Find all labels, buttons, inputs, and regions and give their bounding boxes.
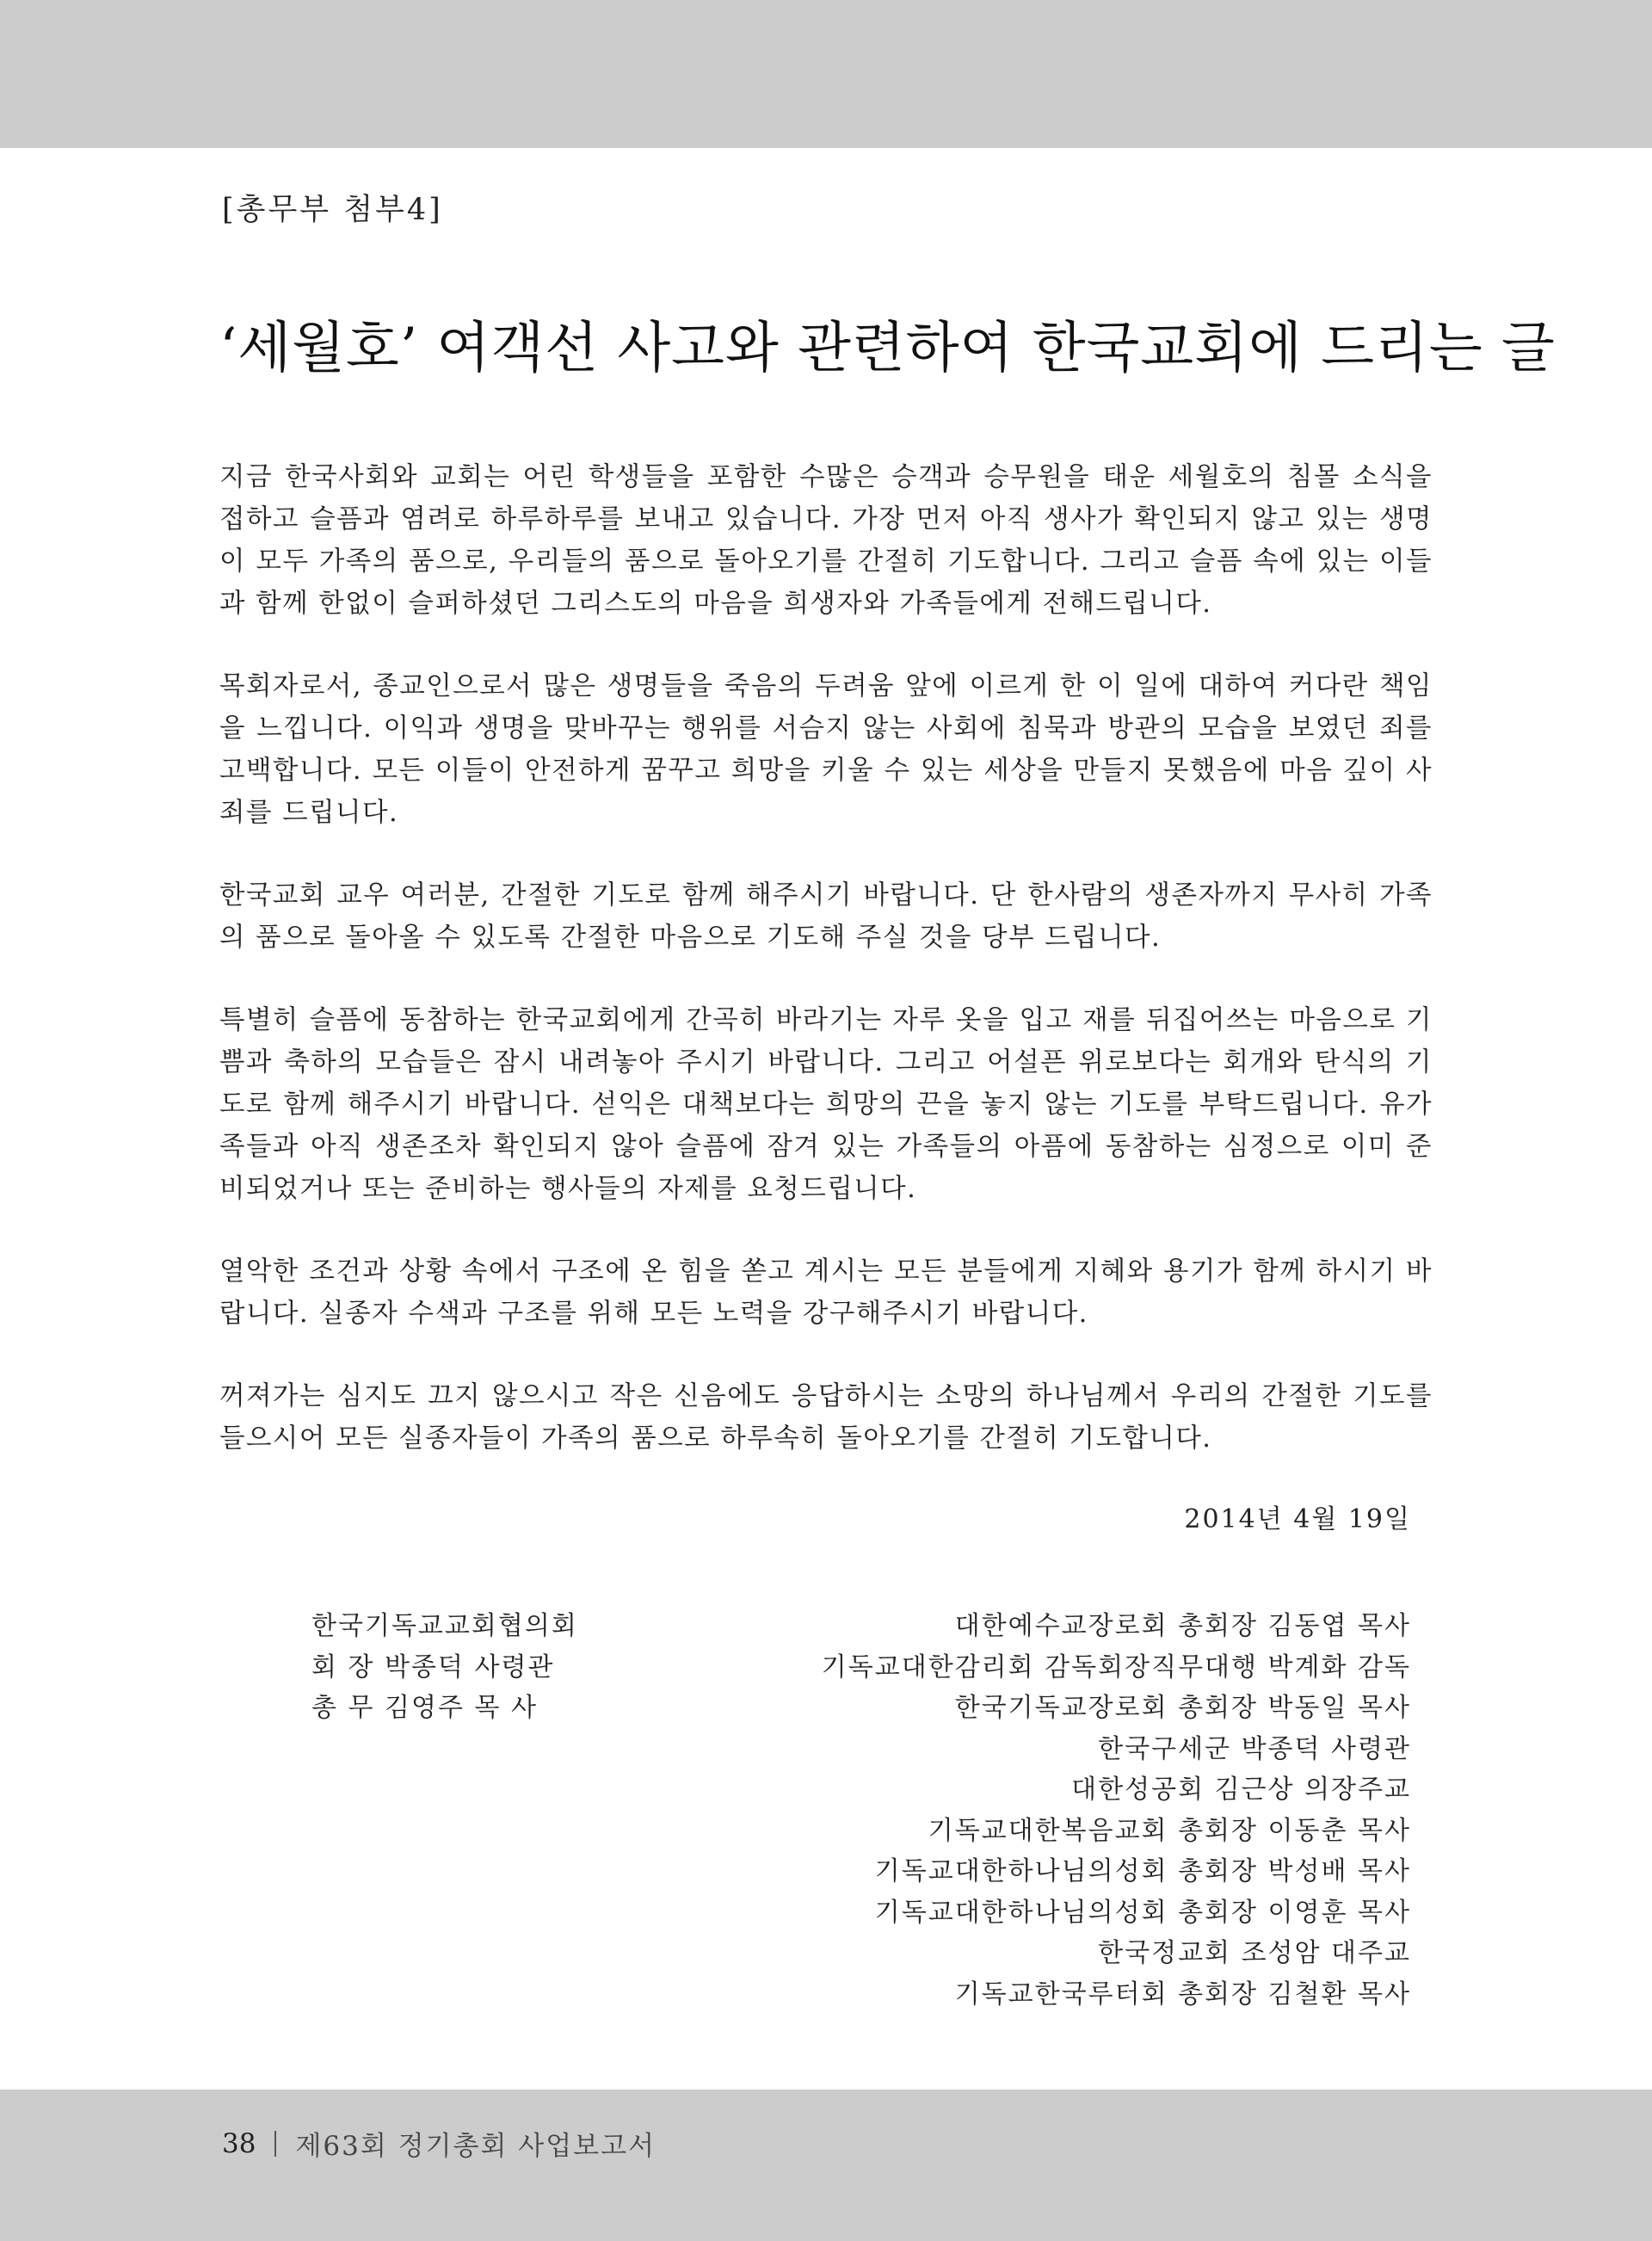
paragraph: 한국교회 교우 여러분, 간절한 기도로 함께 해주시기 바랍니다. 단 한사람의 생존자까지 무사히 가족의 품으로 돌아올 수 있도록 간절한 마음으로 기도해 주실 것을 당부 드립니다. (219, 880, 1433, 953)
signature-block-right (723, 1606, 1411, 2015)
paragraph: 지금 한국사회와 교회는 어린 학생들을 포함한 수많은 승객과 승무원을 태운 세월호의 침몰 소식을 접하고 슬픔과 염려로 하루하루를 보내고 있습니다. 가장 먼저 아직 생사가 확인되지 않고 있는 생명이 모두 가족의 품으로, 우리들의 품으로 돌아오기를 간절히 기도합니다. 그리고 슬픔 속에 있는 이들과 함께 한없이 슬퍼하셨던 그리스도의 마음을 희생자와 가족들에게 전해드립니다. (219, 462, 1433, 619)
footer-divider (274, 2131, 276, 2157)
signature-line: 대한예수교장로회 총회장 김동엽 목사 (954, 1611, 1411, 1641)
paragraph: 목회자로서, 종교인으로서 많은 생명들을 죽음의 두려움 앞에 이르게 한 이 일에 대하여 커다란 책임을 느낍니다. 이익과 생명을 맞바꾸는 행위를 서슴지 않는 사회에 침묵과 방관의 모습을 보였던 죄를 고백합니다. 모든 이들이 안전하게 꿈꾸고 희망을 키울 수 있는 세상을 만들지 못했음에 마음 깊이 사죄를 드립니다. (219, 671, 1433, 828)
footer-band (0, 2090, 1652, 2241)
signature-line: 기독교한국루터회 총회장 김철환 목사 (954, 1979, 1411, 2009)
signature-block-left (311, 1606, 578, 1729)
section-tag: [총무부 첨부4] (222, 193, 443, 227)
signature-line: 한국정교회 조성암 대주교 (1098, 1938, 1411, 1968)
page-footer (222, 2124, 656, 2163)
signature-line: 대한성공회 김근상 의장주교 (1071, 1775, 1411, 1805)
signature-line: 한국구세군 박종덕 사령관 (1098, 1733, 1411, 1764)
header-band (0, 0, 1652, 148)
document-title: ‘세월호’ 여객선 사고와 관련하여 한국교회에 드리는 글 (219, 317, 1556, 380)
signature-line: 총 무 김영주 목 사 (311, 1693, 539, 1723)
signature-line: 기독교대한하나님의성회 총회장 이영훈 목사 (874, 1897, 1411, 1928)
report-title: 제63회 정기총회 사업보고서 (295, 2131, 656, 2162)
body-text (219, 456, 1433, 1500)
document-date: 2014년 4월 19일 (1184, 1504, 1411, 1534)
signature-line: 기독교대한복음교회 총회장 이동춘 목사 (928, 1815, 1411, 1846)
signature-line: 한국기독교장로회 총회장 박동일 목사 (954, 1693, 1411, 1723)
page-number: 38 (222, 2127, 256, 2159)
paragraph: 꺼져가는 심지도 끄지 않으시고 작은 신음에도 응답하시는 소망의 하나님께서 우리의 간절한 기도를 들으시어 모든 실종자들이 가족의 품으로 하루속히 돌아오기를 간절히 기도합니다. (219, 1381, 1433, 1454)
signature-line: 기독교대한하나님의성회 총회장 박성배 목사 (874, 1856, 1411, 1886)
paragraph: 열악한 조건과 상황 속에서 구조에 온 힘을 쏟고 계시는 모든 분들에게 지혜와 용기가 함께 하시기 바랍니다. 실종자 수색과 구조를 위해 모든 노력을 강구해주시기 바랍니다. (219, 1256, 1433, 1329)
signature-line: 한국기독교교회협의회 (311, 1611, 578, 1641)
signature-line: 회 장 박종덕 사령관 (311, 1651, 555, 1682)
paragraph: 특별히 슬픔에 동참하는 한국교회에게 간곡히 바라기는 자루 옷을 입고 재를 뒤집어쓰는 마음으로 기쁨과 축하의 모습들은 잠시 내려놓아 주시기 바랍니다. 그리고 어설픈 위로보다는 회개와 탄식의 기도로 함께 해주시기 바랍니다. 섣익은 대책보다는 희망의 끈을 놓지 않는 기도를 부탁드립니다. 유가족들과 아직 생존조차 확인되지 않아 슬픔에 잠겨 있는 가족들의 아픔에 동참하는 심정으로 이미 준비되었거나 또는 준비하는 행사들의 자제를 요청드립니다. (219, 1005, 1433, 1204)
signature-line: 기독교대한감리회 감독회장직무대행 박계화 감독 (821, 1651, 1411, 1682)
